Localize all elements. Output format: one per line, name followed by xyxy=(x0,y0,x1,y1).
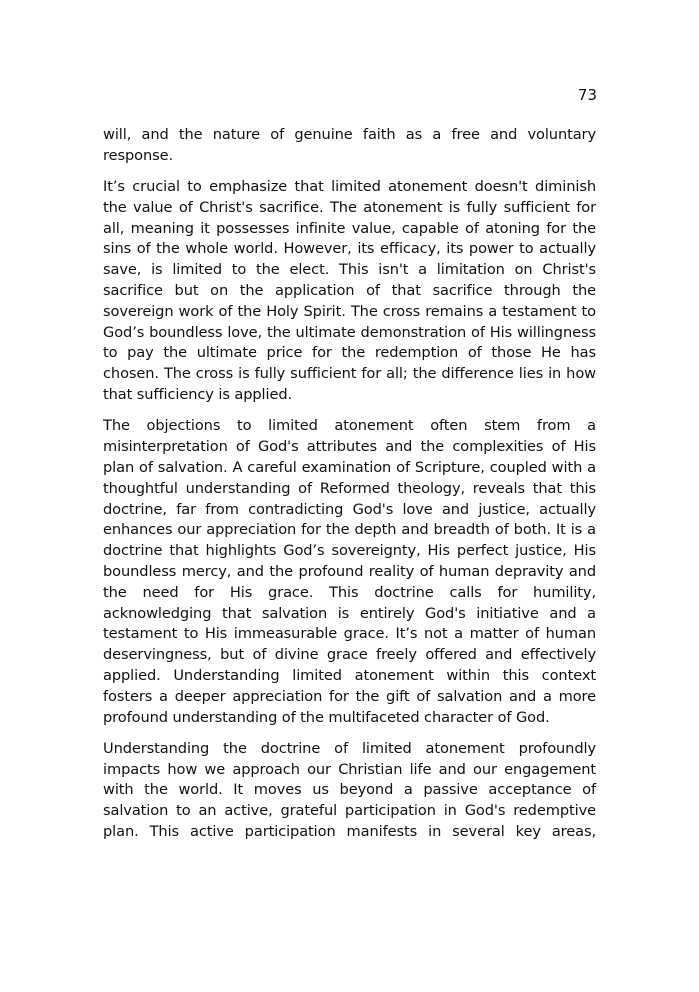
paragraph-1: will, and the nature of genuine faith as a free and voluntary response. xyxy=(103,126,596,164)
paragraph-4: Understanding the doctrine of limited atonement profoundly impacts how we approach our Christian life and our engagement with the world. It moves us beyond a passive acceptance of salvation to an active, grateful participation in God's redemptive plan. This active participation manifests in several key areas, xyxy=(103,739,596,840)
paragraph-2: It’s crucial to emphasize that limited atonement doesn't diminish the value of Christ's sacrifice. The atonement is fully sufficient for all, meaning it possesses infinite value, capable of atoning for the sins of the whole world. However, its efficacy, its power to actually save, is limited to the elect. This isn't a limitation on Christ's sacrifice but on the application of that sacrifice through the sovereign work of the Holy Spirit. The cross remains a testament to God’s boundless love, the ultimate demonstration of His willingness to pay the ultimate price for the redemption of those He has chosen. The cross is fully sufficient for all; the difference lies in how that sufficiency is applied. xyxy=(103,178,596,404)
page-number: 73 xyxy=(577,86,597,104)
body-text xyxy=(103,125,596,853)
paragraph-3: The objections to limited atonement often stem from a misinterpretation of God's attributes and the complexities of His plan of salvation. A careful examination of Scripture, coupled with a thoughtful understanding of Reformed theology, reveals that this doctrine, far from contradicting God's love and justice, actually enhances our appreciation for the depth and breadth of both. It is a doctrine that highlights God’s sovereignty, His perfect justice, His boundless mercy, and the profound reality of human depravity and the need for His grace. This doctrine calls for humility, acknowledging that salvation is entirely God's initiative and a testament to His immeasurable grace. It’s not a matter of human deservingness, but of divine grace freely offered and effectively applied. Understanding limited atonement within this context fosters a deeper appreciation for the gift of salvation and a more profound understanding of the multifaceted character of God. xyxy=(103,417,596,726)
